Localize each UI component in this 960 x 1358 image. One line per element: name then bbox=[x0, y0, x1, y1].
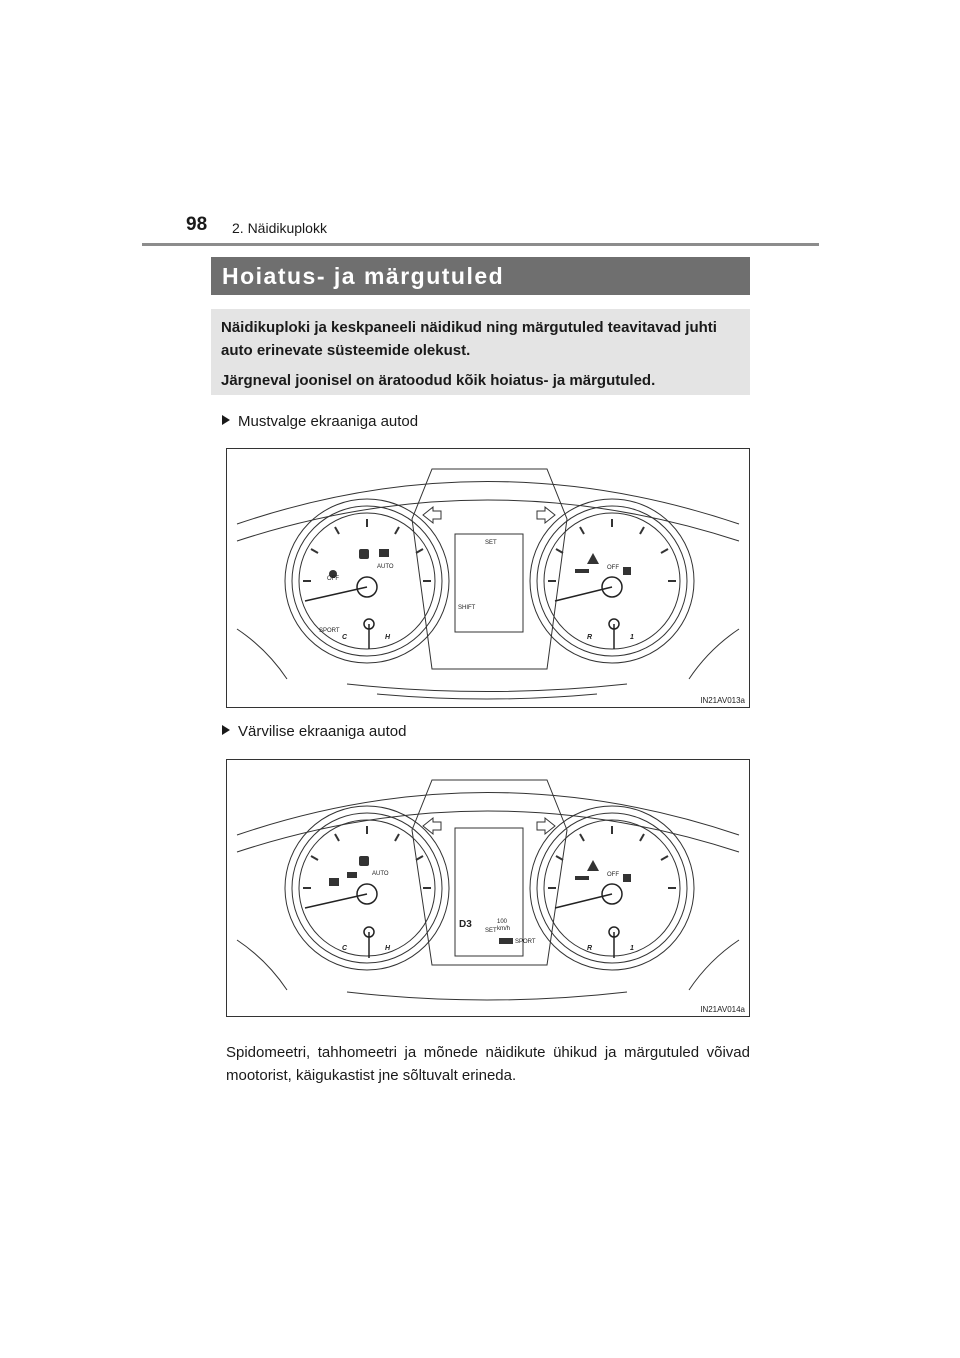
figure-1-code: IN21AV013a bbox=[700, 696, 745, 705]
temp-hot-label: H bbox=[385, 945, 391, 952]
bullet-triangle-icon bbox=[222, 415, 230, 425]
cruise-speed-value: 100 bbox=[497, 919, 508, 925]
temp-cold-label: C bbox=[342, 634, 348, 641]
indicator-off-label-right: OFF bbox=[607, 565, 619, 571]
indicator-auto-label: AUTO bbox=[377, 564, 394, 570]
fuel-full-label: 1 bbox=[630, 945, 634, 952]
figure-2-code: IN21AV014a bbox=[700, 1005, 745, 1014]
cruise-speed-unit: km/h bbox=[497, 926, 511, 932]
temp-cold-label: C bbox=[342, 945, 348, 952]
section-title: 2. Näidikuplokk bbox=[232, 220, 327, 236]
figure-1-caption-text: Mustvalge ekraaniga autod bbox=[238, 413, 419, 430]
indicator-off-label-right: OFF bbox=[607, 872, 619, 878]
figure-1-instrument-cluster bbox=[226, 448, 750, 708]
figure-1-caption bbox=[222, 413, 418, 430]
fuel-reserve-label: R bbox=[587, 634, 593, 641]
cruise-set-label: SET bbox=[485, 540, 497, 546]
intro-text-2: Järgneval joonisel on äratoodud kõik hoiatus- ja märgutuled. bbox=[221, 372, 656, 389]
indicator-off-label: OFF bbox=[327, 576, 339, 582]
cruise-set-label: SET bbox=[485, 928, 497, 934]
fuel-full-label: 1 bbox=[630, 634, 634, 641]
cluster-illustration-color bbox=[227, 760, 749, 1016]
intro-text: Näidikuploki ja keskpaneeli näidikud ning märgutuled teavitavad juhti auto erinevate süsteemide olekust. bbox=[221, 319, 717, 359]
header-divider bbox=[142, 243, 819, 246]
cluster-illustration-monochrome bbox=[227, 449, 749, 707]
indicator-auto-label: AUTO bbox=[372, 871, 389, 877]
sport-label: SPORT bbox=[319, 628, 340, 634]
figure-2-instrument-cluster bbox=[226, 759, 750, 1017]
fuel-reserve-label: R bbox=[587, 945, 593, 952]
intro-box bbox=[211, 309, 750, 395]
page-number: 98 bbox=[186, 214, 208, 235]
figure-2-caption-text: Värvilise ekraaniga autod bbox=[238, 723, 407, 740]
sport-label: SPORT bbox=[515, 939, 536, 945]
temp-hot-label: H bbox=[385, 634, 391, 641]
figure-2-caption bbox=[222, 723, 406, 740]
footer-note: Spidomeetri, tahhomeetri ja mõnede näidikute ühikud ja märgutuled võivad mootorist, käigukastist jne sõltuvalt erineda. bbox=[226, 1044, 750, 1084]
page-title: Hoiatus- ja märgutuled bbox=[211, 257, 750, 295]
shift-label: SHIFT bbox=[458, 605, 476, 611]
gear-indicator: D3 bbox=[459, 919, 472, 930]
bullet-triangle-icon bbox=[222, 725, 230, 735]
